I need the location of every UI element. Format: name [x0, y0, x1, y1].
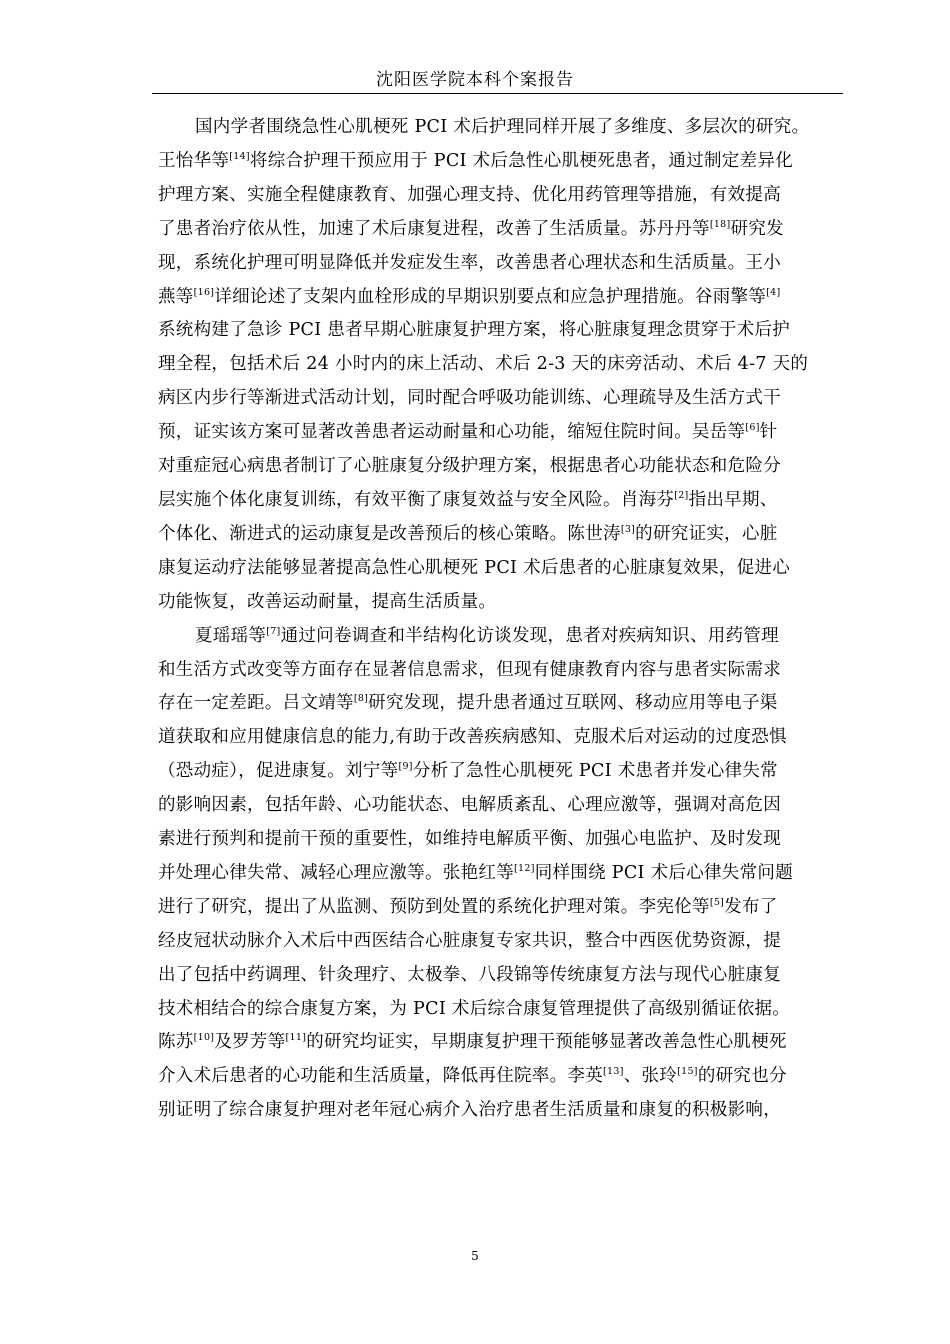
- text-run: 及罗芳等: [214, 1032, 286, 1053]
- text-run: 预，证实该方案可显著改善患者运动耐量和心功能，缩短住院时间。吴岳等: [158, 422, 746, 443]
- body-text: [158, 111, 848, 1128]
- text-run: （恐动症），促进康复。刘宁等: [158, 761, 399, 782]
- text-run: 病区内步行等渐进式活动计划，同时配合呼吸功能训练、心理疏导及生活方式干: [158, 388, 781, 409]
- citation-marker: [4]: [766, 286, 781, 298]
- text-run: 存在一定差距。吕文靖等: [158, 693, 354, 714]
- text-line: [158, 314, 848, 348]
- text-line: [158, 1026, 848, 1060]
- citation-marker: [14]: [229, 151, 250, 163]
- text-line: [158, 1060, 848, 1094]
- citation-marker: [3]: [620, 524, 636, 536]
- text-line: [158, 755, 848, 789]
- text-line: [158, 145, 848, 179]
- text-run: 康复运动疗法能够显著提高急性心肌梗死 PCI 术后患者的心脏康复效果，促进心: [158, 557, 791, 578]
- text-run: 道获取和应用健康信息的能力,有助于改善疾病感知、克服术后对运动的过度恐惧: [158, 727, 787, 748]
- citation-marker: [15]: [677, 1066, 698, 1078]
- citation-marker: [18]: [709, 218, 731, 230]
- text-line: [158, 416, 848, 450]
- text-run: 国内学者围绕急性心肌梗死 PCI 术后护理同样开展了多维度、多层次的研究。: [195, 117, 810, 137]
- text-line: [158, 789, 848, 823]
- text-run: 、张玲: [623, 1066, 678, 1087]
- paragraph-domestic-research: [158, 111, 848, 620]
- text-line: [158, 348, 848, 382]
- text-line: [158, 484, 848, 518]
- text-run: 功能恢复，改善运动耐量，提高生活质量。: [158, 591, 497, 612]
- text-run: 详细论述了支架内血栓形成的早期识别要点和应急护理措施。谷雨擎等: [214, 286, 767, 307]
- text-line: [158, 247, 848, 281]
- citation-marker: [13]: [603, 1066, 624, 1078]
- text-line: [158, 518, 848, 552]
- text-line: [158, 925, 848, 959]
- text-run: 将综合护理干预应用于 PCI 术后急性心肌梗死患者，通过制定差异化: [249, 150, 794, 171]
- text-run: 素进行预判和提前干预的重要性，如维持电解质平衡、加强心电监护、及时发现: [158, 829, 781, 850]
- text-run: 系统构建了急诊 PCI 患者早期心脏康复护理方案，将心脏康复理念贯穿于术后护: [158, 320, 791, 341]
- citation-marker: [9]: [398, 761, 413, 773]
- text-run: 护理方案、实施全程健康教育、加强心理支持、优化用药管理等措施，有效提高: [158, 184, 781, 205]
- text-run: 别证明了综合康复护理对老年冠心病介入治疗患者生活质量和康复的积极影响，: [158, 1100, 781, 1121]
- text-run: 针: [759, 422, 778, 443]
- text-line: [158, 213, 848, 247]
- text-run: 夏瑶瑶等: [195, 625, 267, 646]
- citation-marker: [10]: [193, 1032, 215, 1044]
- text-line: [158, 281, 848, 315]
- text-line: [158, 993, 848, 1027]
- text-line: [158, 857, 848, 891]
- citation-marker: [12]: [514, 863, 535, 875]
- text-run: 燕等: [158, 286, 194, 307]
- text-run: 的研究均证实，早期康复护理干预能够显著改善急性心肌梗死: [306, 1032, 787, 1053]
- text-line: [158, 620, 848, 654]
- citation-marker: [2]: [674, 490, 689, 502]
- text-line: [158, 687, 848, 721]
- paragraph-patient-needs: [158, 620, 848, 1129]
- text-run: 研究发: [730, 218, 784, 239]
- citation-marker: [5]: [709, 897, 725, 909]
- text-line: [158, 1094, 848, 1128]
- text-run: 陈苏: [158, 1032, 194, 1053]
- citation-marker: [7]: [266, 625, 281, 637]
- text-run: 的影响因素，包括年龄、心功能状态、电解质紊乱、心理应激等，强调对高危因: [158, 795, 781, 816]
- text-run: 经皮冠状动脉介入术后中西医结合心脏康复专家共识，整合中西医优势资源，提: [158, 930, 781, 951]
- text-run: 了患者治疗依从性，加速了术后康复进程，改善了生活质量。苏丹丹等: [158, 218, 710, 239]
- text-run: 技术相结合的综合康复方案，为 PCI 术后综合康复管理提供了高级别循证依据。: [158, 998, 791, 1019]
- page-number: 5: [471, 1249, 479, 1263]
- text-run: 发布了: [724, 896, 778, 917]
- text-run: 进行了研究，提出了从监测、预防到处置的系统化护理对策。李宪伦等: [158, 896, 710, 917]
- citation-marker: [8]: [353, 693, 369, 705]
- text-run: 理全程，包括术后 24 小时内的床上活动、术后 2-3 天的床旁活动、术后 4-7 天的: [158, 354, 809, 375]
- text-line: [158, 382, 848, 416]
- text-line: [158, 891, 848, 925]
- text-run: 层实施个体化康复训练，有效平衡了康复效益与安全风险。肖海芬: [158, 489, 675, 510]
- text-run: 对重症冠心病患者制订了心脏康复分级护理方案，根据患者心功能状态和危险分: [158, 456, 781, 477]
- text-run: 分析了急性心肌梗死 PCI 术患者并发心律失常: [412, 761, 778, 782]
- text-line: [158, 654, 848, 688]
- citation-marker: [16]: [193, 286, 215, 298]
- text-line: [158, 823, 848, 857]
- text-line: [158, 111, 848, 145]
- text-run: 通过问卷调查和半结构化访谈发现，患者对疾病知识、用药管理: [280, 625, 779, 646]
- citation-marker: [11]: [285, 1032, 307, 1044]
- text-run: 个体化、渐进式的运动康复是改善预后的核心策略。陈世涛: [158, 523, 621, 544]
- text-run: 同样围绕 PCI 术后心律失常问题: [534, 862, 794, 883]
- text-run: 介入术后患者的心功能和生活质量，降低再住院率。李英: [158, 1066, 603, 1087]
- text-run: 并处理心律失常、减轻心理应激等。张艳红等: [158, 862, 514, 883]
- text-line: [158, 959, 848, 993]
- text-run: 和生活方式改变等方面存在显著信息需求，但现有健康教育内容与患者实际需求: [158, 659, 781, 680]
- text-line: [158, 586, 848, 620]
- text-run: 指出早期、: [688, 489, 778, 510]
- citation-marker: [6]: [745, 422, 760, 434]
- text-run: 出了包括中药调理、针灸理疗、太极拳、八段锦等传统康复方法与现代心脏康复: [158, 964, 781, 985]
- text-run: 研究发现，提升患者通过互联网、移动应用等电子渠: [368, 693, 778, 714]
- text-run: 现，系统化护理可明显降低并发症发生率，改善患者心理状态和生活质量。王小: [158, 252, 781, 273]
- header-divider: [152, 93, 843, 94]
- text-line: [158, 450, 848, 484]
- text-run: 王怡华等: [158, 150, 230, 171]
- text-line: [158, 179, 848, 213]
- report-header-title: 沈阳医学院本科个案报告: [376, 70, 574, 90]
- text-run: 的研究证实，心脏: [635, 523, 778, 544]
- text-line: [158, 721, 848, 755]
- text-line: [158, 552, 848, 586]
- text-run: 的研究也分: [697, 1066, 787, 1087]
